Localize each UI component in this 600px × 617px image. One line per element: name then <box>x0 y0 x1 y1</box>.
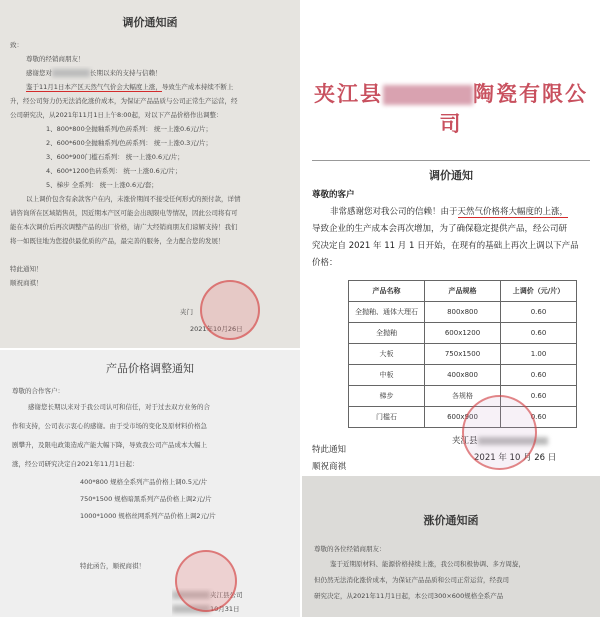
company-seal <box>200 280 260 340</box>
notice-photo-4 <box>302 476 600 617</box>
column-header: 上调价（元/片） <box>501 281 577 302</box>
para-line4: 价格： <box>312 258 338 268</box>
company-seal <box>462 395 537 470</box>
notice-title: 调价通知函 <box>122 16 178 29</box>
price-item: 5、梯步 全系列： 统一上涨0.6元/套； <box>46 181 158 189</box>
body-line: 感谢您长期以来对于我公司认可和信任，对于过去双方业务的合 <box>28 403 210 411</box>
underlined-text: 鉴于11月1日本产区天然气气价会大幅度上涨， <box>26 83 162 91</box>
signature: 夹门 <box>180 308 193 316</box>
cell: 门槛石 <box>349 407 425 428</box>
para-line1 <box>312 204 590 221</box>
para-line3: 究决定自 2021 年 11 月 1 日开始，在现有的基础上再次上调以下产品 <box>312 241 579 251</box>
body-line: 研究决定，从2021年11月1日起，本公司300×600规格全系产品 <box>314 592 504 600</box>
cell: 大板 <box>349 344 425 365</box>
text: 长期以来的支持与信赖！ <box>90 69 162 77</box>
cell: 0.60 <box>501 386 577 407</box>
cell: 中板 <box>349 365 425 386</box>
body-line: 涨，经公司研究决定自2021年11月1日起： <box>12 460 139 468</box>
body-line: 但仍然无法消化涨价成本，为保证产品品质和公司正常运营，经我司 <box>314 576 509 584</box>
redacted <box>52 69 90 77</box>
notice-photo-2 <box>302 0 600 470</box>
underlined-text: 天然气价格将大幅度的上涨， <box>457 207 569 217</box>
para2-line: 请咨询所在区域销售员，因近期本产区可能会出现限电等情况，因此公司将有可 <box>10 209 238 217</box>
greeting: 尊敬的各位经销商朋友： <box>314 545 386 553</box>
para1-line2: 升，经公司努力仍无法消化涨价成本，为保证产品品质与公司正常生产运营，经 <box>10 97 238 105</box>
closing: 特此函告，顺祝商祺！ <box>80 562 145 570</box>
text: 10月31日 <box>210 605 240 613</box>
cell: 梯步 <box>349 386 425 407</box>
cell: 0.60 <box>501 302 577 323</box>
date: 2021年10月26日 <box>190 325 243 333</box>
closing: 顺祝商祺 <box>312 462 347 470</box>
greeting: 尊敬的合作客户： <box>12 387 64 395</box>
cell: 0.60 <box>501 323 577 344</box>
cell: 全抛釉 <box>349 323 425 344</box>
cell: 750x1500 <box>425 344 501 365</box>
text: 夹江县公司 <box>210 591 243 599</box>
cell: 600x900 <box>425 407 501 428</box>
table-row <box>349 323 577 344</box>
text: 导致生产成本持续不断上 <box>161 83 234 91</box>
cell: 各规格 <box>425 386 501 407</box>
cell: 0.60 <box>501 407 577 428</box>
column-header: 产品规格 <box>425 281 501 302</box>
company-seal <box>175 550 237 612</box>
notice-photo-1 <box>0 0 300 348</box>
price-item: 400*800 规格全系列产品价格上调0.5元/片 <box>80 478 208 486</box>
closing: 特此通知 <box>312 445 347 455</box>
para2-line: 将一如既往地为您提供最优质的产品，最完善的服务，全力配合您的发展！ <box>10 237 225 245</box>
price-item: 1000*1000 规格丝网系列产品价格上调2元/片 <box>80 512 216 520</box>
cell: 1.00 <box>501 344 577 365</box>
notice-title: 调价通知 <box>429 169 473 182</box>
table-row <box>349 302 577 323</box>
table-row <box>349 365 577 386</box>
price-item: 4、600*1200色砖系列： 统一上涨0.6元/片； <box>46 167 182 175</box>
para-line2: 导致企业的生产成本会再次增加，为了确保稳定提供产品，经公司研 <box>312 224 568 234</box>
cell: 全抛釉、通体大理石 <box>349 302 425 323</box>
thanks-line <box>10 66 290 80</box>
cell: 400x800 <box>425 365 501 386</box>
para2-line: 以上调价包含有余款客户在内，未涨价期间不接受任何形式的预付款，详情 <box>26 195 241 203</box>
cell: 800x800 <box>425 302 501 323</box>
table-row <box>349 386 577 407</box>
body-line: 剧攀升，及限电政策造成产能大幅下降，导致我公司产品成本大幅上 <box>12 441 207 449</box>
addressee: 致： <box>10 41 23 49</box>
redacted <box>383 85 473 105</box>
body-line: 作和支持，公司表示衷心的感谢。由于受市场的变化及原材料价格急 <box>12 422 207 430</box>
price-item: 750*1500 规格暗黑系列产品价格上调2元/片 <box>80 495 212 503</box>
table-header <box>349 281 577 302</box>
closing: 特此通知！ <box>10 265 43 273</box>
greeting: 尊敬的经销商朋友！ <box>26 55 85 63</box>
price-item: 3、600*900门槛石系列： 统一上涨0.6元/片； <box>46 153 184 161</box>
price-table <box>348 280 577 428</box>
text: 夹江县 <box>314 82 383 106</box>
company-name <box>312 78 590 138</box>
para2-line: 能在本次调价后再次调整产品的出厂价格，请广大经销商朋友们谅解支持！我们 <box>10 223 238 231</box>
price-item: 1、800*800全抛釉系列/色砖系列： 统一上涨0.6元/片； <box>46 125 212 133</box>
column-header: 产品名称 <box>349 281 425 302</box>
text: 陶瓷有限公司 <box>439 82 588 136</box>
para1-line1 <box>10 80 290 94</box>
closing: 顺祝商祺！ <box>10 279 43 287</box>
cell: 0.60 <box>501 365 577 386</box>
body-line: 鉴于近期原材料、能源价格持续上涨，我公司积极协调、多方周旋， <box>330 560 525 568</box>
notice-photo-3 <box>0 350 300 617</box>
text: 非常感谢您对我公司的信赖！由于 <box>330 207 458 217</box>
text: 感谢您对 <box>26 69 52 77</box>
text: 夹江县 <box>452 436 478 446</box>
notice-title: 涨价通知函 <box>423 514 479 527</box>
para1-line3: 公司研究决，从2021年11月1日上午8:00起，对以下产品价格作出调整： <box>10 111 223 119</box>
divider <box>312 160 590 161</box>
date: 2021 年 10 月 26 日 <box>474 453 557 463</box>
cell: 600x1200 <box>425 323 501 344</box>
greeting: 尊敬的客户 <box>312 190 355 200</box>
notice-title: 产品价格调整通知 <box>106 362 194 375</box>
price-item: 2、600*600全抛釉系列/色砖系列： 统一上涨0.3元/片； <box>46 139 212 147</box>
table-row <box>349 344 577 365</box>
